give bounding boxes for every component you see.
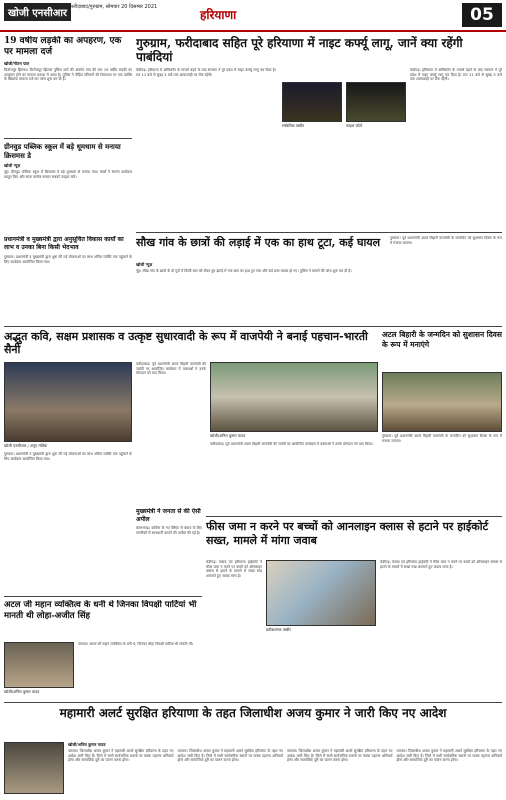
story-curfew-cont [410, 68, 502, 228]
photo-caption: खोजी/अनिल कुमार यादव [210, 433, 246, 438]
headline: 19 वर्षीय लड़की का अपहरण, एक पर मामला दर्ज [4, 36, 122, 57]
headline: गुरुग्राम, फरीदाबाद सहित पूरे हरियाणा में नाइट कर्फ्यू लागू, जानें क्या रहेंगी पाबंदियां [136, 36, 463, 64]
photo-caption: सांकेतिक तस्वीर [282, 123, 305, 128]
photo-caption: फाइल फोटो [346, 123, 363, 128]
story-seminar [4, 236, 132, 326]
alert-photo [4, 742, 64, 794]
dateline: फरीदाबाद/गुरुग्राम, सोमवार 20 दिसम्बर 2021 [70, 4, 158, 10]
story-fees-cont [380, 560, 502, 654]
story-body: फरीदाबाद। पूर्व प्रधानमंत्री अटल बिहारी वाजपेयी की जयंती पर आयोजित कार्यक्रम में वक्ताओं ने उनके योगदान को याद किया। [210, 442, 373, 446]
story-body: नूंह। ग्रीनवुड पब्लिक स्कूल में क्रिसमस डे बड़े धूमधाम से मनाया गया। बच्चों ने रंगारंग कार्यक्रम प्रस्तुत किए और सांता क्लॉज बनकर सबको उपहार बांटे। [4, 170, 132, 179]
masthead: खोजी एनसीआर [4, 3, 71, 21]
headline: सौख गांव के छात्रों की लड़ाई में एक का हाथ टूटा, कई घायल [136, 236, 381, 249]
vajpayee-photo [210, 362, 378, 432]
story-kidnap [4, 36, 132, 136]
story-fees [206, 520, 502, 556]
byline: खोजी न्यूज़ [4, 163, 21, 168]
headline: अटल बिहारी के जन्मदिन को सुशासन दिवस के रूप में मनाएंगे [382, 330, 502, 349]
story-body: पलवल। जिलाधीश अजय कुमार ने महामारी अलर्ट सुरक्षित हरियाणा के तहत नए आदेश जारी किए हैं। जिले में सभी सार्वजनिक स्थानों पर मास्क पहनना अनिवार्य होगा और सामाजिक दूरी का पालन करना होगा। [287, 749, 393, 763]
story-body: गुरुग्राम। प्रधानमंत्री व मुख्यमंत्री द्वारा शुरू की गई योजनाओं का लाभ अंतिम व्यक्ति तक पहुंचाने के लिए कार्यक्रम आयोजित किया गया। [4, 452, 132, 461]
headline: अद्भुत कवि, सक्षम प्रशासक व उत्कृष्ट सुधारवादी के रूप में वाजपेयी ने बनाई पहचान-भारती सैनी [4, 330, 368, 356]
page-header [0, 0, 506, 32]
atal-photo [382, 372, 502, 432]
byline: खोजी/अनिल कुमार यादव [68, 742, 106, 747]
story-alert-body [68, 742, 502, 796]
story-body: फिरोजपुर झिरका। फिरोजपुर झिरका पुलिस थाने की अंतर्गत गांव की एक 19 वर्षीय लड़की का अपहरण होने का मामला प्रकाश में आया है। पुलिस ने पीड़ित परिजनों की शिकायत पर एक व्यक्ति के खिलाफ मामला दर्ज कर जांच शुरू कर दी है। [4, 68, 132, 82]
curfew-photo-left [282, 82, 342, 122]
story-alert [4, 706, 502, 740]
story-fees-body [206, 560, 262, 654]
headline: अटल जी महान व्यक्तित्व के धनी थे जिनका विपक्षी पार्टियां भी मानती थी लोहा-अजीत सिंह [4, 600, 197, 621]
section-title: हरियाणा [200, 8, 237, 22]
photo-caption: खोजी/अनिल कुमार यादव [4, 689, 40, 694]
story-body: चंडीगढ़। पंजाब एवं हरियाणा हाईकोर्ट ने फीस जमा न करने पर बच्चों को ऑनलाइन क्लास से हटाने के मामले में सख्त रुख अपनाते हुए जवाब मांगा है। [206, 560, 262, 578]
atalsingh-photo [4, 642, 74, 688]
story-body: गुरुग्राम। प्रधानमंत्री व मुख्यमंत्री द्वारा शुरू की गई योजनाओं का लाभ अंतिम व्यक्ति तक पहुंचाने के लिए कार्यक्रम आयोजित किया गया। [4, 255, 132, 264]
byline: खोजी/गौतम पाल [4, 61, 30, 66]
story-vajpayee-cont [210, 442, 378, 506]
photo-caption: खोजी एनसीआर / अनूप मलिक [4, 443, 48, 448]
story-body: बल्लभगढ़। कोरोना के नए वेरिएंट से बचाव के लिए नागरिकों से सावधानी बरतने की अपील की गई है। [136, 526, 202, 535]
story-curfew-body [136, 68, 276, 228]
story-body: पलवल। जिलाधीश अजय कुमार ने महामारी अलर्ट सुरक्षित हरियाणा के तहत नए आदेश जारी किए हैं। जिले में सभी सार्वजनिक स्थानों पर मास्क पहनना अनिवार्य होगा और सामाजिक दूरी का पालन करना होगा। [177, 749, 283, 763]
story-fight [136, 236, 386, 260]
seminar-photo [4, 362, 132, 442]
headline: मुख्यमंत्री ने जनता से की ऐसी अपील [136, 508, 201, 523]
photo-caption: प्रतीकात्मक तस्वीर [266, 627, 291, 632]
story-body: चंडीगढ़। हरियाणा में ओमिक्रॉन के मामले बढ़ने के बाद सरकार ने पूरे प्रदेश में नाइट कर्फ्यू लागू कर दिया है। रात 11 बजे से सुबह 5 बजे तक आवाजाही पर रोक रहेगी। [410, 68, 502, 82]
story-mp [136, 508, 202, 608]
headline: प्रधानमंत्री व मुख्यमंत्री द्वारा अनुसूचित विकास कार्यों का लाभ व उनका बिना किसी भेदभाव [4, 236, 124, 251]
story-fight-body [136, 262, 386, 320]
story-body: गुरुग्राम। पूर्व प्रधानमंत्री अटल बिहारी वाजपेयी के जन्मदिन को सुशासन दिवस के रूप में मनाया जाएगा। [390, 236, 502, 245]
story-body: पलवल। अटल जी महान व्यक्तित्व के धनी थे, जिनका लोहा विपक्षी पार्टियां भी मानती थीं। [78, 642, 194, 646]
byline: खोजी न्यूज़ [136, 262, 153, 267]
story-body: चंडीगढ़। हरियाणा में ओमिक्रॉन के मामले बढ़ने के बाद सरकार ने पूरे प्रदेश में नाइट कर्फ्यू लागू कर दिया है। रात 11 बजे से सुबह 5 बजे तक आवाजाही पर रोक रहेगी। [136, 68, 276, 77]
story-body: गुरुग्राम। पूर्व प्रधानमंत्री अटल बिहारी वाजपेयी के जन्मदिन को सुशासन दिवस के रूप में मनाया जाएगा। [382, 434, 502, 443]
story-atal [382, 330, 502, 370]
headline: महामारी अलर्ट सुरक्षित हरियाणा के तहत जिलाधीश अजय कुमार ने जारी किए नए आदेश [59, 706, 447, 720]
story-christmas [4, 142, 132, 232]
page-number: 05 [462, 3, 502, 27]
headline: फीस जमा न करने पर बच्चों को आनलाइन क्लास से हटाने पर हाईकोर्ट सख्त, मामले में मांगा जवाब [206, 520, 489, 547]
story-atal-sushasan [390, 236, 502, 326]
story-body: चंडीगढ़। पंजाब एवं हरियाणा हाईकोर्ट ने फीस जमा न करने पर बच्चों को ऑनलाइन क्लास से हटाने के मामले में सख्त रुख अपनाते हुए जवाब मांगा है। [380, 560, 502, 569]
headline: ग्रीनवुड पब्लिक स्कूल में बड़े धूमधाम से मनाया क्रिसमस डे [4, 142, 121, 160]
story-body: फरीदाबाद। पूर्व प्रधानमंत्री अटल बिहारी वाजपेयी की जयंती पर आयोजित कार्यक्रम में वक्ताओं ने उनके योगदान को याद किया। [136, 362, 206, 376]
story-vajpayee [4, 330, 378, 360]
story-atalsingh [4, 600, 202, 640]
curfew-photo-right [346, 82, 406, 122]
story-body: पलवल। जिलाधीश अजय कुमार ने महामारी अलर्ट सुरक्षित हरियाणा के तहत नए आदेश जारी किए हैं। जिले में सभी सार्वजनिक स्थानों पर मास्क पहनना अनिवार्य होगा और सामाजिक दूरी का पालन करना होगा। [396, 749, 502, 763]
fees-photo [266, 560, 376, 626]
story-body: पलवल। जिलाधीश अजय कुमार ने महामारी अलर्ट सुरक्षित हरियाणा के तहत नए आदेश जारी किए हैं। जिले में सभी सार्वजनिक स्थानों पर मास्क पहनना अनिवार्य होगा और सामाजिक दूरी का पालन करना होगा। [68, 749, 174, 763]
story-curfew [136, 36, 502, 66]
story-atal-body [382, 434, 502, 514]
story-body: नूंह। सौख गांव के छात्रों के दो गुटों में किसी बात को लेकर हुए झगड़े में एक छात्र का हाथ टूट गया और कई छात्र घायल हो गए। पुलिस ने मामले की जांच शुरू कर दी है। [136, 269, 352, 273]
story-seminar-body [4, 452, 132, 592]
story-atalsingh-body [78, 642, 202, 698]
